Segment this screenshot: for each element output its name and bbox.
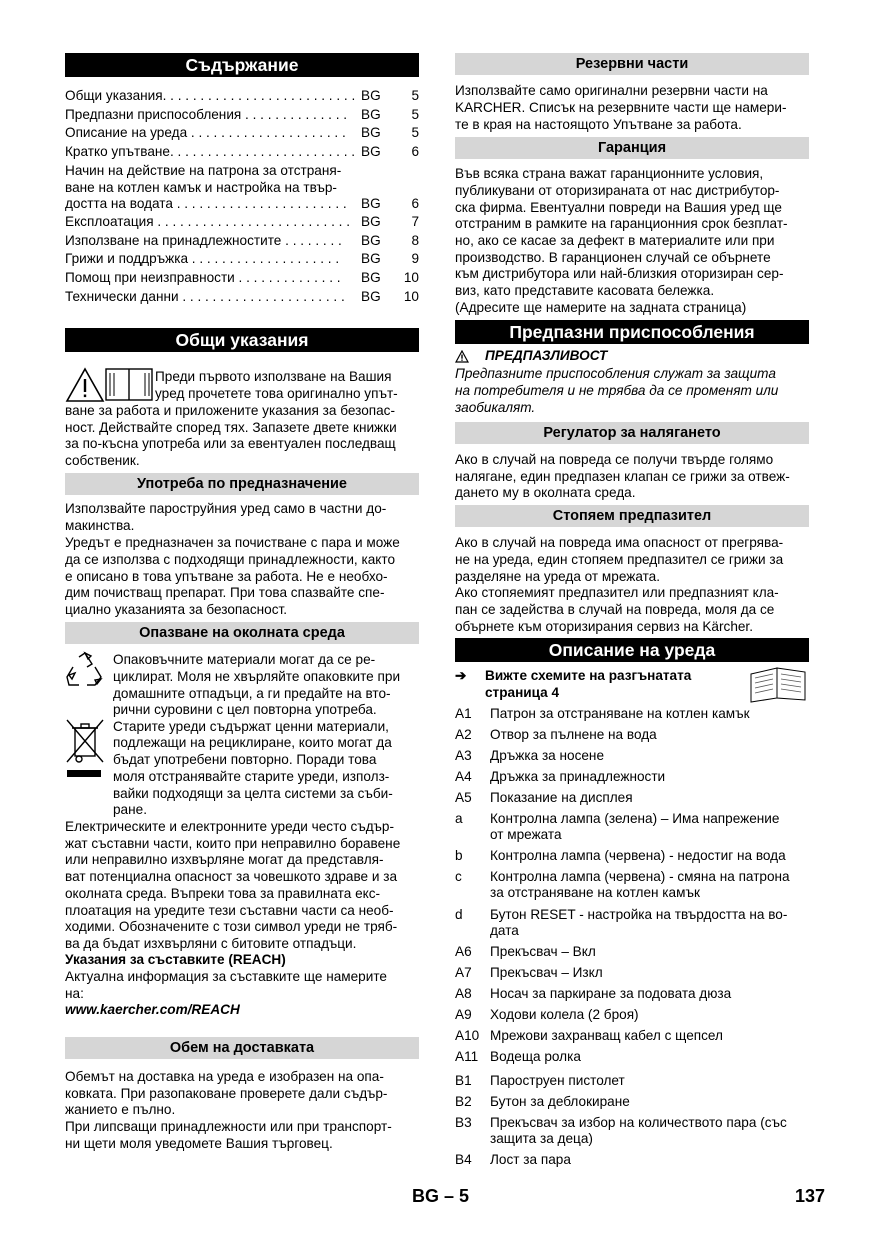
toc-entry[interactable]: Кратко упътване. . . . . . . . . . . . . . . . . . . . . . . . . BG 6: [65, 144, 419, 159]
toc-entry[interactable]: достта на водата . . . . . . . . . . . . . . . . . . . . . . . BG 6: [65, 196, 419, 211]
general-intro-line: ване за работа и приложените указания за безопас-: [65, 403, 395, 418]
warranty-line: (Адресите ще намерите на задната страница): [455, 300, 747, 315]
intended-use-line: да се използва с подходящи принадлежности, както: [65, 552, 396, 567]
general-intro-line: собственик.: [65, 453, 140, 468]
recycle-line: домашните отпадъци, а ги предайте на вто-: [113, 686, 391, 701]
recycle-line: рични суровини с цел повторна употреба.: [113, 702, 377, 717]
delivery-line: При липсващи принадлежности или при транспорт-: [65, 1119, 392, 1134]
recycle-line: Опаковъчните материали могат да се ре-: [113, 652, 376, 667]
warranty-line: отстраним в рамките на гаранционния срок безплат-: [455, 216, 788, 231]
warranty-line: Във всяка страна важат гаранционните условия,: [455, 166, 764, 181]
description-heading: Описание на уреда: [455, 638, 809, 662]
reach-link[interactable]: www.kaercher.com/REACH: [65, 1002, 240, 1017]
fuse-line: Ако в случай на повреда има опасност от прегрява-: [455, 535, 784, 550]
warranty-line: производство. В гаранционен случай се обърнете: [455, 250, 771, 265]
general-intro-line: за по-късна употреба или за евентуален последващ: [65, 436, 396, 451]
caution-label: ПРЕДПАЗЛИВОСТ: [485, 348, 608, 363]
pressure-line: дането му в околната среда.: [455, 485, 636, 500]
pressure-heading: Регулатор за налягането: [455, 422, 809, 444]
reach-line: на:: [65, 986, 84, 1001]
recycle-line: циклират. Моля не хвърляйте опаковките при: [113, 669, 401, 684]
toc-entry[interactable]: Предпазни приспособления . . . . . . . . . . . . . . BG 5: [65, 107, 419, 122]
crossed-bin-icon: [65, 718, 105, 782]
intended-use-line: циално указанията за безопасност.: [65, 602, 288, 617]
environment-heading: Опазване на околната среда: [65, 622, 419, 644]
toc-entry[interactable]: Експлоатация . . . . . . . . . . . . . . . . . . . . . . . . . . BG 7: [65, 214, 419, 229]
warranty-line: но, ако се касае за дефект в материалите или при: [455, 233, 775, 248]
spare-parts-heading: Резервни части: [455, 53, 809, 75]
fuse-line: разделяне на уреда от мрежата.: [455, 569, 661, 584]
intended-use-line: е описано в това упътване за работа. Не е необхо-: [65, 569, 388, 584]
delivery-line: ни щети моля уведомете Вашия търговец.: [65, 1136, 333, 1151]
pressure-line: налягане, един предпазен клапан се грижи за отвеж-: [455, 469, 790, 484]
environment-body-line: жат съставни части, които при неправилно боравене: [65, 836, 401, 851]
fuse-heading: Стопяем предпазител: [455, 505, 809, 527]
spare-parts-line: KARCHER. Списък на резервните части ще намери-: [455, 100, 787, 115]
manual-book-icon: [105, 366, 155, 402]
general-intro-line: Преди първото използване на Вашия: [155, 369, 392, 384]
spare-parts-line: те в края на настоящото Упътване за работа.: [455, 117, 742, 132]
warranty-line: към дистрибутора или най-близкия оторизиран сер-: [455, 266, 784, 281]
caution-line: Предпазните приспособления служат за защита: [455, 366, 776, 381]
fuse-line: обърнете към оторизирания сервиз на Kärcher.: [455, 619, 753, 634]
intended-use-line: Използвайте пароструйния уред само в частни до-: [65, 501, 387, 516]
arrow-icon: ➔: [455, 668, 467, 683]
toc-entry[interactable]: Общи указания. . . . . . . . . . . . . . . . . . . . . . . . . . BG 5: [65, 88, 419, 103]
delivery-line: жанието е пълно.: [65, 1102, 176, 1117]
toc-heading: Съдържание: [65, 53, 419, 77]
toc-entry[interactable]: Технически данни . . . . . . . . . . . . . . . . . . . . . . BG 10: [65, 289, 419, 304]
warranty-line: публикувани от оторизираната от нас дистрибутор-: [455, 183, 780, 198]
footer-page-number: 137: [795, 1186, 826, 1206]
general-heading: Общи указания: [65, 328, 419, 352]
general-intro-line: ност. Действайте според тях. Запазете двете книжки: [65, 420, 397, 435]
spare-parts-line: Използвайте само оригинални резервни части на: [455, 83, 768, 98]
see-figure-line: Вижте схемите на разгънатата: [485, 668, 692, 683]
warranty-line: ска фирма. Евентуални повреди на Вашия уред ще: [455, 200, 782, 215]
caution-line: на потребителя и не трябва да се променят или: [455, 383, 779, 398]
toc-entry[interactable]: Използване на принадлежностите . . . . . . . . BG 8: [65, 233, 419, 248]
general-intro-line: уред прочетете това оригинално упът-: [155, 386, 398, 401]
weee-line: бъдат употребени повторно. Поради това: [113, 752, 377, 767]
intended-use-heading: Употреба по предназначение: [65, 473, 419, 495]
recycling-icon: [65, 651, 105, 691]
delivery-line: ковката. При разопаковане проверете дали съдър-: [65, 1086, 388, 1101]
intended-use-line: макинства.: [65, 518, 135, 533]
toc-entry[interactable]: Грижи и поддръжка . . . . . . . . . . . . . . . . . . . . BG 9: [65, 251, 419, 266]
toc-entry[interactable]: Описание на уреда . . . . . . . . . . . . . . . . . . . . . BG 5: [65, 125, 419, 140]
weee-line: вайки подходящи за целта системи за съби-: [113, 786, 393, 801]
intended-use-line: дим почистващ препарат. При това спазвайте спе-: [65, 585, 385, 600]
weee-line: Старите уреди съдържат ценни материали,: [113, 719, 389, 734]
fuse-line: пан се задейства в случай на повреда, моля да се: [455, 602, 775, 617]
reach-heading: Указания за съставките (REACH): [65, 952, 286, 967]
environment-body-line: ходими. Обозначените с този символ уреди не тряб-: [65, 919, 398, 934]
caution-line: заобикалят.: [455, 400, 536, 415]
intended-use-line: Уредът е предназначен за почистване с пара и може: [65, 535, 400, 550]
warranty-line: виз, като представите касовата бележка.: [455, 283, 715, 298]
environment-body-line: ват потенциална опасност за човешкото здраве и за: [65, 869, 398, 884]
pressure-line: Ако в случай на повреда се получи твърде голямо: [455, 452, 774, 467]
environment-body-line: Електрическите и електронните уреди често съдър-: [65, 819, 394, 834]
warranty-heading: Гаранция: [455, 137, 809, 159]
environment-body-line: околната среда. Въпреки това за правилната екс-: [65, 886, 381, 901]
weee-line: подлежащи на рециклиране, които могат да: [113, 735, 392, 750]
fuse-line: не на уреда, един стопяем предпазител се грижи за: [455, 552, 784, 567]
footer-language-page: BG – 5: [412, 1186, 470, 1206]
weee-line: моля отстранявайте старите уреди, използ-: [113, 769, 390, 784]
caution-triangle-icon: [455, 350, 469, 363]
see-figure-line: страница 4: [485, 685, 560, 700]
weee-line: ране.: [113, 802, 147, 817]
toc-entry[interactable]: ване на котлен камък и настройка на твър-: [65, 180, 337, 195]
environment-body-line: ва да бъдат изхвърляни с битовите отпадъци.: [65, 936, 357, 951]
toc-entry[interactable]: Начин на действие на патрона за отстраня-: [65, 163, 342, 178]
delivery-heading: Обем на доставката: [65, 1037, 419, 1059]
environment-body-line: плоатация на уредите тези съставни части са необ-: [65, 903, 394, 918]
toc-entry[interactable]: Помощ при неизправности . . . . . . . . . . . . . . BG 10: [65, 270, 419, 285]
environment-body-line: или неправилно изхвърляне могат да представля-: [65, 852, 384, 867]
safety-heading: Предпазни приспособления: [455, 320, 809, 344]
open-book-illustration-icon: [747, 664, 809, 704]
delivery-line: Обемът на доставка на уреда е изобразен на опа-: [65, 1069, 384, 1084]
fuse-line: Ако стопяемият предпазител или предпазният кла-: [455, 585, 779, 600]
reach-line: Актуална информация за съставките ще намерите: [65, 969, 387, 984]
